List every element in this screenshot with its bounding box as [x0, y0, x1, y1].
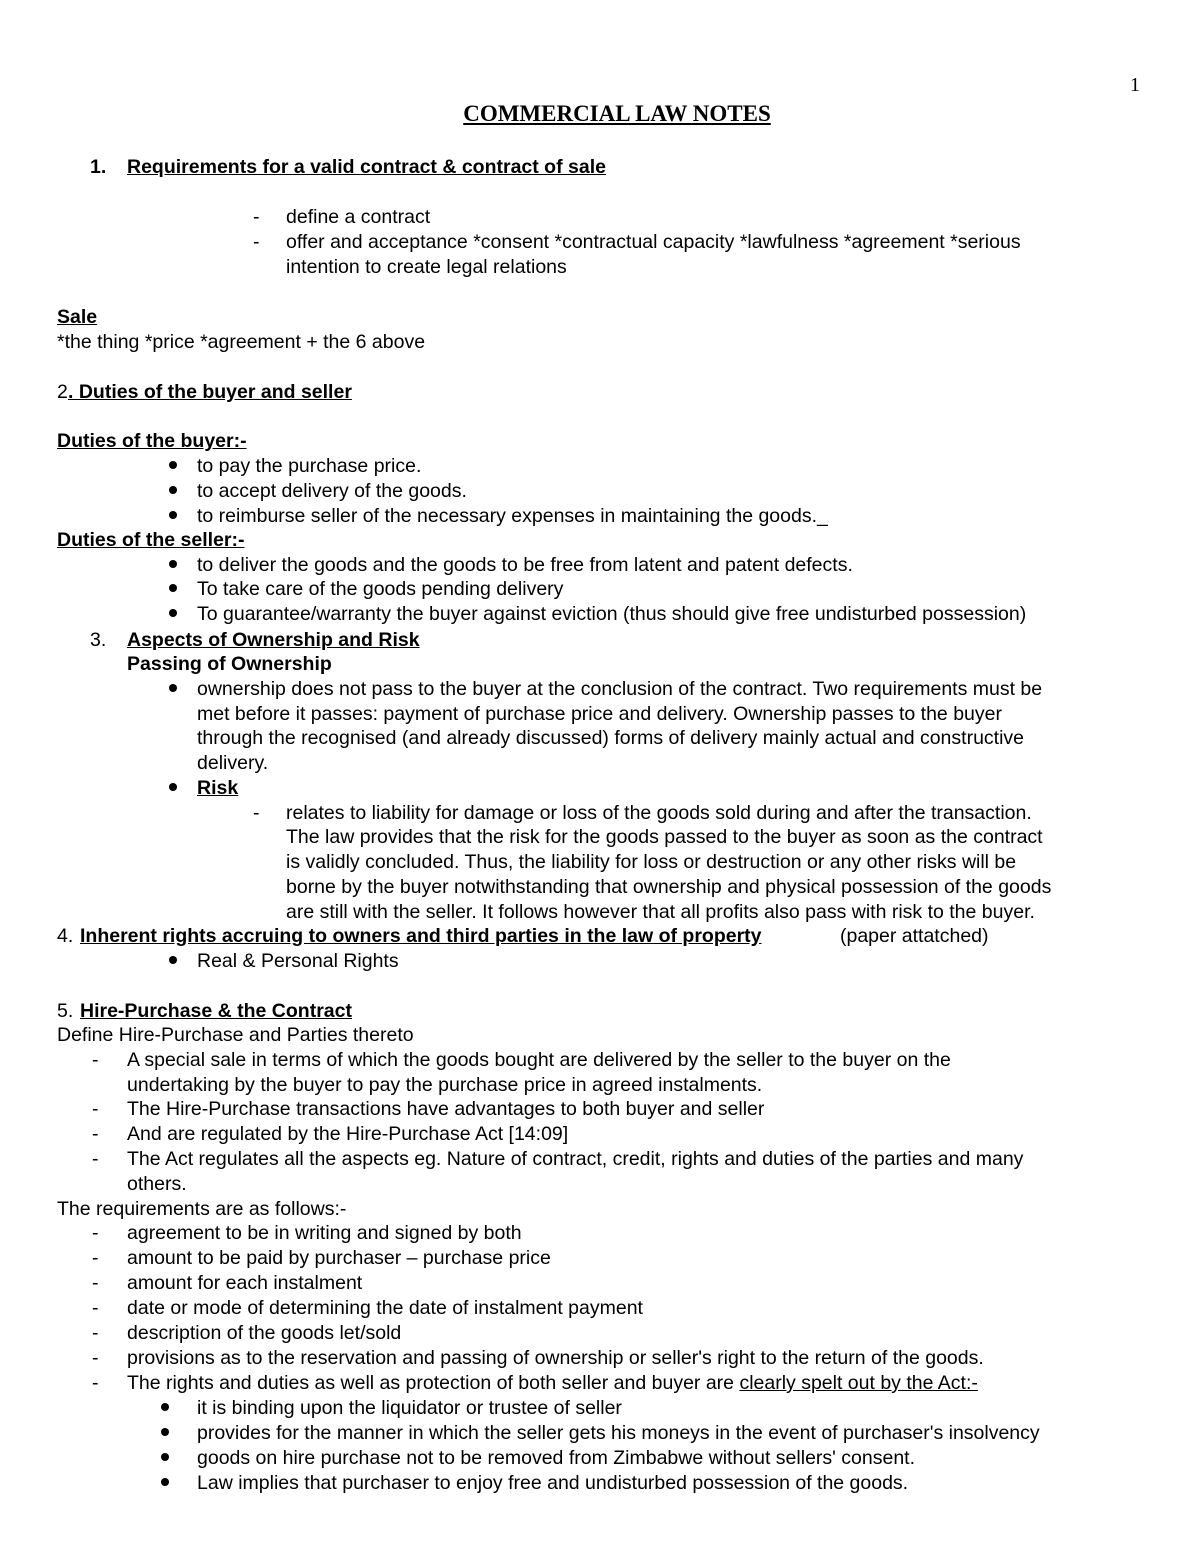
- list-item: amount for each instalment: [127, 1272, 363, 1294]
- list-item: provides for the manner in which the seller gets his moneys in the event of purchaser's insolvency: [197, 1422, 1040, 1444]
- document-title: COMMERCIAL LAW NOTES: [463, 101, 771, 126]
- bullet-icon: [169, 560, 177, 568]
- dash-marker: -: [92, 1123, 99, 1145]
- list-item: To take care of the goods pending delivery: [197, 578, 564, 600]
- list-item: description of the goods let/sold: [127, 1322, 402, 1344]
- list-item: The Act regulates all the aspects eg. Nature of contract, credit, rights and duties of the parties and many: [127, 1148, 1024, 1170]
- paragraph-line: through the recognised (and already discussed) forms of delivery mainly actual and constructive: [197, 727, 1025, 749]
- bullet-icon: [169, 684, 177, 692]
- section-4-suffix: (paper attatched): [840, 925, 989, 947]
- list-item: agreement to be in writing and signed by both: [127, 1222, 522, 1244]
- list-item: To guarantee/warranty the buyer against eviction (thus should give free undisturbed possession): [197, 603, 1027, 625]
- define-line: Define Hire-Purchase and Parties thereto: [57, 1024, 414, 1046]
- dash-marker: -: [92, 1322, 99, 1344]
- list-item: Real & Personal Rights: [197, 950, 399, 972]
- dash-marker: -: [253, 206, 260, 228]
- dash-marker: -: [92, 1347, 99, 1369]
- list-item: it is binding upon the liquidator or trustee of seller: [197, 1397, 622, 1419]
- dash-marker: -: [92, 1222, 99, 1244]
- list-item: And are regulated by the Hire-Purchase Act [14:09]: [127, 1123, 569, 1145]
- list-item: others.: [127, 1173, 187, 1195]
- list-item: Law implies that purchaser to enjoy free and undisturbed possession of the goods.: [197, 1472, 909, 1494]
- paragraph-line: relates to liability for damage or loss of the goods sold during and after the transaction.: [286, 802, 1032, 824]
- list-item: [127, 1371, 978, 1395]
- seller-duties-heading: Duties of the seller:-: [57, 529, 245, 551]
- list-item-text: The rights and duties as well as protection of both seller and buyer are: [127, 1372, 740, 1394]
- bullet-icon: [169, 584, 177, 592]
- risk-heading: Risk: [197, 777, 239, 799]
- bullet-icon: [169, 783, 177, 791]
- bullet-icon: [169, 956, 177, 964]
- section-3-subheading: Passing of Ownership: [127, 653, 332, 675]
- section-1-heading: Requirements for a valid contract & contract of sale: [127, 156, 606, 178]
- paragraph-line: are still with the seller. It follows however that all profits also pass with risk to the buyer.: [286, 901, 1035, 923]
- dash-marker: -: [253, 802, 260, 824]
- buyer-duties-heading: Duties of the buyer:-: [57, 430, 247, 452]
- paragraph-line: borne by the buyer notwithstanding that ownership and physical possession of the goods: [286, 876, 1052, 898]
- section-5-heading: Hire-Purchase & the Contract: [80, 1000, 352, 1022]
- page-number: 1: [1130, 74, 1140, 96]
- dash-marker: -: [253, 231, 260, 253]
- paragraph-line: ownership does not pass to the buyer at the conclusion of the contract. Two requirements must be: [197, 678, 1043, 700]
- list-item: define a contract: [286, 206, 431, 228]
- list-item: date or mode of determining the date of instalment payment: [127, 1297, 643, 1319]
- bullet-icon: [169, 511, 177, 519]
- requirements-intro: The requirements are as follows:-: [57, 1198, 347, 1220]
- dash-marker: -: [92, 1297, 99, 1319]
- list-item: to reimburse seller of the necessary expenses in maintaining the goods._: [197, 505, 828, 527]
- bullet-icon: [169, 486, 177, 494]
- list-item: The Hire-Purchase transactions have advantages to both buyer and seller: [127, 1098, 765, 1120]
- list-item: provisions as to the reservation and passing of ownership or seller's right to the return of the goods.: [127, 1347, 984, 1369]
- list-item: A special sale in terms of which the goods bought are delivered by the seller to the buyer on the: [127, 1049, 951, 1071]
- dash-marker: -: [92, 1272, 99, 1294]
- section-3-number: 3.: [90, 629, 107, 651]
- dash-marker: -: [92, 1372, 99, 1394]
- paragraph-line: The law provides that the risk for the goods passed to the buyer as soon as the contract: [286, 826, 1043, 848]
- bullet-icon: [161, 1403, 169, 1411]
- list-item: offer and acceptance *consent *contractual capacity *lawfulness *agreement *serious: [286, 231, 1021, 253]
- bullet-icon: [161, 1428, 169, 1436]
- list-item: to accept delivery of the goods.: [197, 480, 467, 502]
- section-4-heading: Inherent rights accruing to owners and third parties in the law of property: [80, 925, 762, 947]
- section-1-number: 1.: [90, 156, 107, 178]
- section-2-heading: . Duties of the buyer and seller: [68, 381, 352, 403]
- list-item: amount to be paid by purchaser – purchase price: [127, 1247, 551, 1269]
- bullet-icon: [169, 609, 177, 617]
- list-item: undertaking by the buyer to pay the purchase price in agreed instalments.: [127, 1074, 763, 1096]
- paragraph-line: met before it passes: payment of purchase price and delivery. Ownership passes to the buyer: [197, 703, 1002, 725]
- section-4-number: 4.: [57, 925, 74, 947]
- bullet-icon: [161, 1453, 169, 1461]
- underlined-phrase: clearly spelt out by the Act:-: [739, 1372, 978, 1394]
- list-item: intention to create legal relations: [286, 256, 567, 278]
- sale-heading: Sale: [57, 306, 98, 328]
- list-item: to pay the purchase price.: [197, 455, 422, 477]
- bullet-icon: [169, 461, 177, 469]
- section-2-number: 2: [57, 381, 68, 403]
- list-item: to deliver the goods and the goods to be free from latent and patent defects.: [197, 554, 853, 576]
- sale-text: *the thing *price *agreement + the 6 above: [57, 331, 426, 353]
- dash-marker: -: [92, 1247, 99, 1269]
- dash-marker: -: [92, 1098, 99, 1120]
- dash-marker: -: [92, 1148, 99, 1170]
- dash-marker: -: [92, 1049, 99, 1071]
- section-5-number: 5.: [57, 1000, 74, 1022]
- list-item: goods on hire purchase not to be removed from Zimbabwe without sellers' consent.: [197, 1447, 916, 1469]
- paragraph-line: is validly concluded. Thus, the liability for loss or destruction or any other risks will be: [286, 851, 1017, 873]
- section-3-heading: Aspects of Ownership and Risk: [127, 629, 420, 651]
- paragraph-line: delivery.: [197, 752, 269, 774]
- bullet-icon: [161, 1478, 169, 1486]
